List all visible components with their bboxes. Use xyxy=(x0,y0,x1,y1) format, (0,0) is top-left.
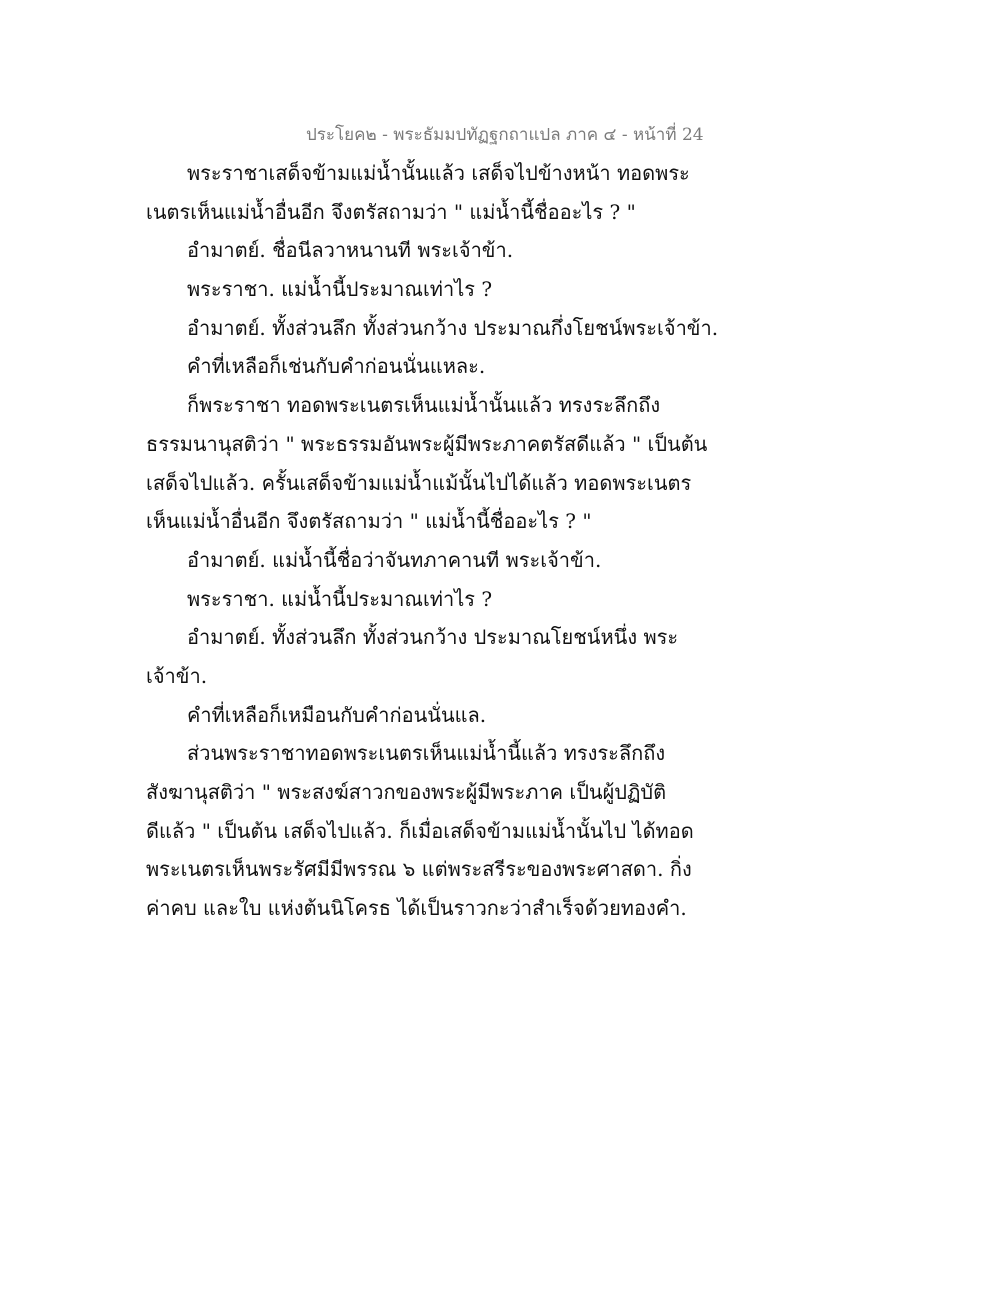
text-line: คำที่เหลือก็เหมือนกับคำก่อนนั่นแล. xyxy=(187,702,487,727)
text-line: อำมาตย์. ทั้งส่วนลึก ทั้งส่วนกว้าง ประมาณกึ่งโยชน์พระเจ้าข้า. xyxy=(187,315,719,340)
text-line: พระเนตรเห็นพระรัศมีมีพรรณ ๖ แต่พระสรีระของพระศาสดา. กิ่ง xyxy=(146,857,692,882)
text-line: ธรรมนานุสติว่า " พระธรรมอันพระผู้มีพระภาคตรัสดีแล้ว " เป็นต้น xyxy=(146,431,708,456)
text-line: สังฆานุสติว่า " พระสงฆ์สาวกของพระผู้มีพระภาค เป็นผู้ปฏิบัติ xyxy=(146,780,667,804)
body-text xyxy=(146,154,719,928)
text-line: เจ้าข้า. xyxy=(146,663,208,688)
text-line: ค่าคบ และใบ แห่งต้นนิโครธ ได้เป็นราวกะว่าสำเร็จด้วยทองคำ. xyxy=(146,896,687,921)
text-line: อำมาตย์. แม่น้ำนี้ชื่อว่าจันทภาคานที พระเจ้าข้า. xyxy=(187,547,602,572)
text-line: เสด็จไปแล้ว. ครั้นเสด็จข้ามแม่น้ำแม้นั้นไปได้แล้ว ทอดพระเนตร xyxy=(146,470,692,495)
text-line: อำมาตย์. ทั้งส่วนลึก ทั้งส่วนกว้าง ประมาณโยชน์หนึ่ง พระ xyxy=(187,625,679,650)
text-line: เนตรเห็นแม่น้ำอื่นอีก จึงตรัสถามว่า " แม่น้ำนี้ชื่ออะไร ? " xyxy=(146,199,636,224)
text-line: อำมาตย์. ชื่อนีลวาหนานที พระเจ้าข้า. xyxy=(187,238,514,263)
text-line: ดีแล้ว " เป็นต้น เสด็จไปแล้ว. ก็เมื่อเสด็จข้ามแม่น้ำนั้นไป ได้ทอด xyxy=(146,818,694,843)
running-header: ประโยค๒ - พระธัมมปทัฏฐกถาแปล ภาค ๔ - หน้าที่ 24 xyxy=(306,125,704,145)
text-line: เห็นแม่น้ำอื่นอีก จึงตรัสถามว่า " แม่น้ำนี้ชื่ออะไร ? " xyxy=(146,509,592,534)
text-line: คำที่เหลือก็เช่นกับคำก่อนนั่นแหละ. xyxy=(187,354,486,379)
text-line: พระราชาเสด็จข้ามแม่น้ำนั้นแล้ว เสด็จไปข้างหน้า ทอดพระ xyxy=(187,161,690,185)
text-line: พระราชา. แม่น้ำนี้ประมาณเท่าไร ? xyxy=(187,586,493,611)
text-line: ก็พระราชา ทอดพระเนตรเห็นแม่น้ำนั้นแล้ว ทรงระลึกถึง xyxy=(187,393,661,418)
text-line: พระราชา. แม่น้ำนี้ประมาณเท่าไร ? xyxy=(187,277,493,302)
text-line: ส่วนพระราชาทอดพระเนตรเห็นแม่น้ำนี้แล้ว ทรงระลึกถึง xyxy=(187,741,666,766)
